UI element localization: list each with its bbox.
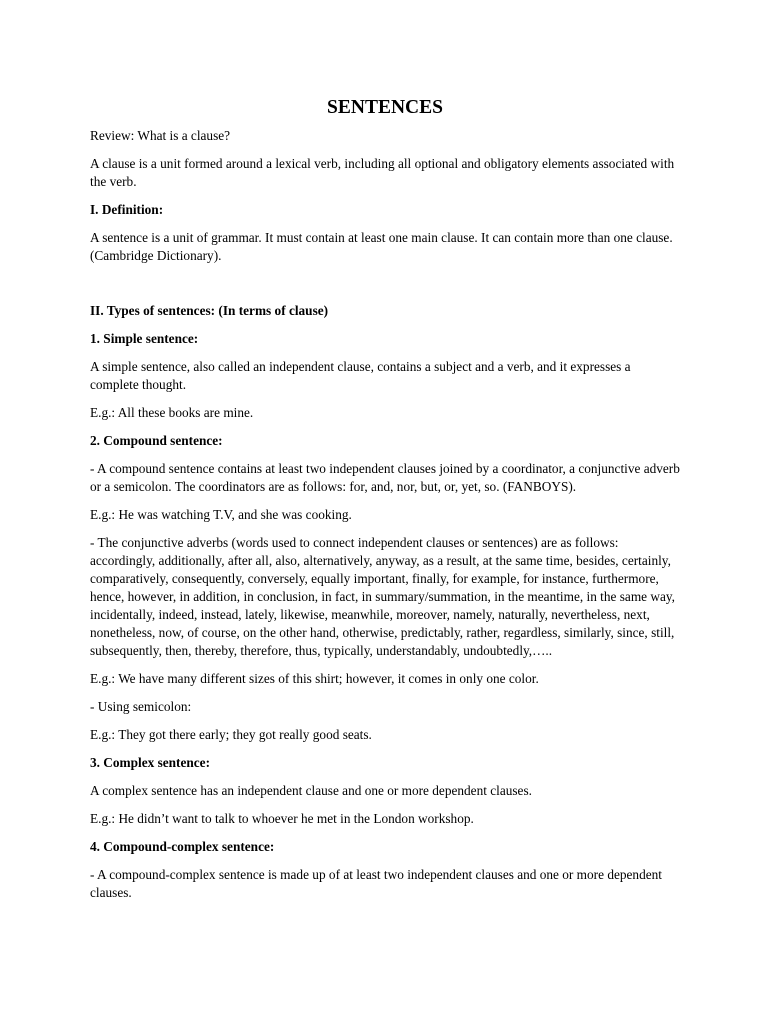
conjunctive-adverbs-text: - The conjunctive adverbs (words used to connect independent clauses or sentences) are as follows: accordingly, additionally, after all, also, alternatively, anyway, as a result, at the same time, besides, certainly, comparatively, consequently, conversely, equally important, finally, for example, for instance, furthermore, hence, however, in addition, in conclusion, in fact, in summary/summation, in the meantime, in the same way, incidentally, indeed, instead, lately, likewise, meanwhile, moreover, namely, naturally, nevertheless, next, nonetheless, now, of course, on the other hand, otherwise, predictably, rather, regardless, similarly, since, still, subsequently, then, thereby, therefore, thus, typically, understandably, undoubtedly,….. <box>90 535 676 658</box>
section-definition-heading: I. Definition: <box>90 202 164 217</box>
compound-sentence-heading: 2. Compound sentence: <box>90 433 223 448</box>
simple-sentence-text: A simple sentence, also called an independent clause, contains a subject and a verb, and it expresses a complete thought. <box>90 359 631 392</box>
compound-sentence-example-2: E.g.: We have many different sizes of this shirt; however, it comes in only one color. <box>90 671 539 686</box>
complex-sentence-example: E.g.: He didn’t want to talk to whoever he met in the London workshop. <box>90 811 474 826</box>
compound-sentence-example-3: E.g.: They got there early; they got really good seats. <box>90 727 372 742</box>
clause-definition: A clause is a unit formed around a lexical verb, including all optional and obligatory elements associated with the verb. <box>90 156 675 189</box>
complex-sentence-text: A complex sentence has an independent clause and one or more dependent clauses. <box>90 783 532 798</box>
page-title: SENTENCES <box>327 97 443 118</box>
simple-sentence-example: E.g.: All these books are mine. <box>90 405 254 420</box>
semicolon-note: - Using semicolon: <box>90 699 192 714</box>
section-types-heading: II. Types of sentences: (In terms of clause) <box>90 303 329 318</box>
compound-complex-sentence-text: - A compound-complex sentence is made up of at least two independent clauses and one or more dependent clauses. <box>90 867 662 900</box>
section-definition-text: A sentence is a unit of grammar. It must contain at least one main clause. It can contain more than one clause. (Cambridge Dictionary). <box>90 230 673 263</box>
compound-sentence-text: - A compound sentence contains at least two independent clauses joined by a coordinator, a conjunctive adverb or a semicolon. The coordinators are as follows: for, and, nor, but, or, yet, so. (FANBOYS). <box>90 461 680 494</box>
compound-sentence-example-1: E.g.: He was watching T.V, and she was cooking. <box>90 507 352 522</box>
simple-sentence-heading: 1. Simple sentence: <box>90 331 199 346</box>
compound-complex-sentence-heading: 4. Compound-complex sentence: <box>90 839 275 854</box>
document-page <box>90 95 680 912</box>
review-question: Review: What is a clause? <box>90 128 231 143</box>
complex-sentence-heading: 3. Complex sentence: <box>90 755 211 770</box>
